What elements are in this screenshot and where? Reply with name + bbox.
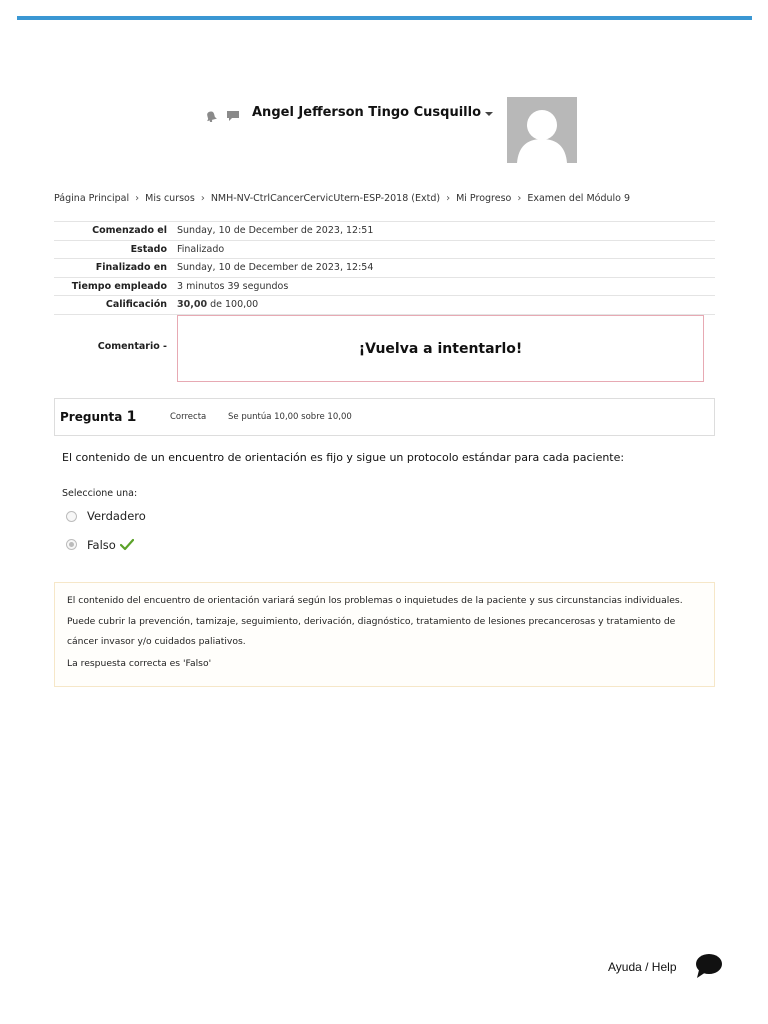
summary-row-state [54, 240, 715, 259]
chevron-right-icon: › [200, 193, 205, 204]
right-answer: La respuesta correcta es 'Falso' [67, 657, 212, 669]
summary-value: Sunday, 10 de December de 2023, 12:54 [172, 259, 715, 278]
chevron-right-icon: › [135, 193, 140, 204]
summary-value: Finalizado [172, 240, 715, 259]
user-name: Angel Jefferson Tingo Cusquillo [252, 105, 482, 120]
summary-label: Finalizado en [54, 259, 172, 278]
summary-value [172, 296, 715, 315]
summary-label: Tiempo empleado [54, 277, 172, 296]
default-user-icon [507, 97, 577, 163]
summary-row-started [54, 222, 715, 241]
comment-label: Comentario - [97, 341, 167, 352]
user-menu-toggle[interactable] [252, 105, 493, 120]
comment-text: ¡Vuelva a intentarlo! [358, 340, 523, 357]
radio-button[interactable] [66, 511, 77, 522]
question-info [54, 398, 715, 436]
comment-box [177, 315, 704, 382]
summary-row-finished [54, 259, 715, 278]
question-grade: Se puntúa 10,00 sobre 10,00 [228, 412, 352, 422]
feedback-panel [54, 582, 715, 687]
breadcrumb-course[interactable]: NMH-NV-CtrlCancerCervicUtern-ESP-2018 (Extd) [210, 193, 441, 204]
breadcrumb-progress[interactable]: Mi Progreso [456, 193, 512, 204]
help-link[interactable]: Ayuda / Help [608, 960, 677, 974]
chat-icon[interactable] [226, 107, 240, 126]
grade-score: 30,00 [177, 299, 208, 311]
header-icons [204, 107, 240, 126]
summary-label: Calificación [54, 296, 172, 315]
question-text: El contenido de un encuentro de orientación es fijo y sigue un protocolo estándar para cada paciente: [62, 451, 625, 464]
chevron-down-icon [485, 112, 493, 116]
summary-row-grade [54, 296, 715, 315]
summary-label: Comenzado el [54, 222, 172, 241]
summary-value: 3 minutos 39 segundos [172, 277, 715, 296]
question-number: 1 [126, 409, 137, 425]
radio-button-checked[interactable] [66, 539, 77, 550]
avatar[interactable] [507, 97, 577, 163]
question-state: Correcta [170, 412, 207, 422]
answer-prompt: Seleccione una: [62, 488, 138, 499]
answer-label: Falso [87, 537, 116, 552]
answer-option-true[interactable] [66, 509, 146, 523]
summary-row-time [54, 277, 715, 296]
breadcrumb-home[interactable]: Página Principal [54, 193, 130, 204]
chat-bubble-icon[interactable] [695, 953, 723, 983]
bell-icon[interactable] [204, 107, 218, 126]
summary-value: Sunday, 10 de December de 2023, 12:51 [172, 222, 715, 241]
summary-label: Estado [54, 240, 172, 259]
chevron-right-icon: › [517, 193, 522, 204]
user-menu [204, 97, 577, 163]
question-title [60, 409, 170, 425]
top-accent-bar [17, 16, 752, 20]
checkmark-icon [120, 538, 134, 554]
attempt-summary-table [54, 221, 715, 315]
breadcrumb-my-courses[interactable]: Mis cursos [145, 193, 195, 204]
chevron-right-icon: › [446, 193, 451, 204]
answer-label: Verdadero [87, 509, 146, 523]
answer-option-false[interactable] [66, 535, 134, 554]
question-title-label: Pregunta [60, 410, 123, 424]
grade-total: de 100,00 [210, 299, 259, 311]
general-feedback: El contenido del encuentro de orientación variará según los problemas o inquietudes de la paciente y sus circunstancias individuales. Puede cubrir la prevención, tamizaje, seguimiento, derivación, diagnóstico, tratamiento de lesiones precancerosas y tratamiento de cáncer invasor y/o cuidados paliativos. [67, 595, 683, 647]
breadcrumb-exam[interactable]: Examen del Módulo 9 [527, 193, 631, 204]
breadcrumb [54, 193, 630, 204]
